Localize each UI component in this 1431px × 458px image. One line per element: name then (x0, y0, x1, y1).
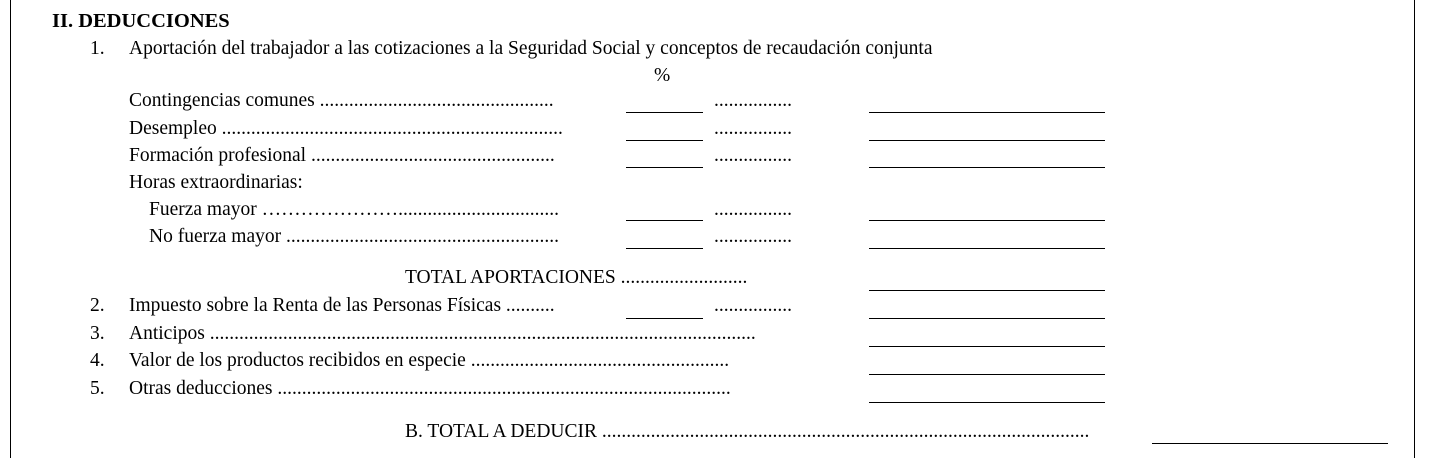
total-deducir-label: B. TOTAL A DEDUCIR .................................................................................................... (405, 421, 1090, 442)
row-fuerza-label: Fuerza mayor …………………................................. (149, 199, 559, 220)
nofuerza-amount-field[interactable] (869, 248, 1105, 249)
contingencias-percent-field[interactable] (626, 112, 703, 113)
row-horas-label: Horas extraordinarias: (129, 172, 303, 193)
anticipos-amount-field[interactable] (869, 346, 1105, 347)
formacion-amount-field[interactable] (869, 167, 1105, 168)
percent-header: % (654, 65, 671, 86)
otras-amount-field[interactable] (869, 402, 1105, 403)
desempleo-percent-field[interactable] (626, 140, 703, 141)
nofuerza-percent-field[interactable] (626, 248, 703, 249)
contingencias-dots: ................ (714, 90, 792, 111)
fuerza-percent-field[interactable] (626, 220, 703, 221)
row-nofuerza-label: No fuerza mayor ........................................................ (149, 226, 559, 247)
item-3-number: 3. (90, 323, 105, 344)
row-formacion-label: Formación profesional .................................................. (129, 145, 555, 166)
irpf-amount-field[interactable] (869, 318, 1105, 319)
total-aportaciones-label: TOTAL APORTACIONES .......................... (405, 267, 748, 288)
row-desempleo-label: Desempleo ...................................................................... (129, 118, 563, 139)
total-aportaciones-field[interactable] (869, 290, 1105, 291)
irpf-percent-field[interactable] (626, 318, 703, 319)
item-2-label: Impuesto sobre la Renta de las Personas Físicas .......... (129, 295, 555, 316)
item-5-number: 5. (90, 378, 105, 399)
irpf-dots: ................ (714, 295, 792, 316)
row-contingencias-label: Contingencias comunes ................................................ (129, 90, 554, 111)
formacion-percent-field[interactable] (626, 167, 703, 168)
nofuerza-dots: ................ (714, 226, 792, 247)
especie-amount-field[interactable] (869, 374, 1105, 375)
item-4-label: Valor de los productos recibidos en especie ..................................................... (129, 350, 730, 371)
item-2-number: 2. (90, 295, 105, 316)
contingencias-amount-field[interactable] (869, 112, 1105, 113)
fuerza-amount-field[interactable] (869, 220, 1105, 221)
item-1-label: Aportación del trabajador a las cotizaciones a la Seguridad Social y conceptos de recaudación conjunta (129, 38, 933, 59)
item-3-label: Anticipos ................................................................................................................ (129, 323, 756, 344)
section-title: II. DEDUCCIONES (52, 10, 230, 32)
item-5-label: Otras deducciones ............................................................................................. (129, 378, 731, 399)
desempleo-amount-field[interactable] (869, 140, 1105, 141)
total-deducir-field[interactable] (1152, 443, 1388, 444)
fuerza-dots: ................ (714, 199, 792, 220)
item-4-number: 4. (90, 350, 105, 371)
item-1-number: 1. (90, 38, 105, 59)
formacion-dots: ................ (714, 145, 792, 166)
desempleo-dots: ................ (714, 118, 792, 139)
